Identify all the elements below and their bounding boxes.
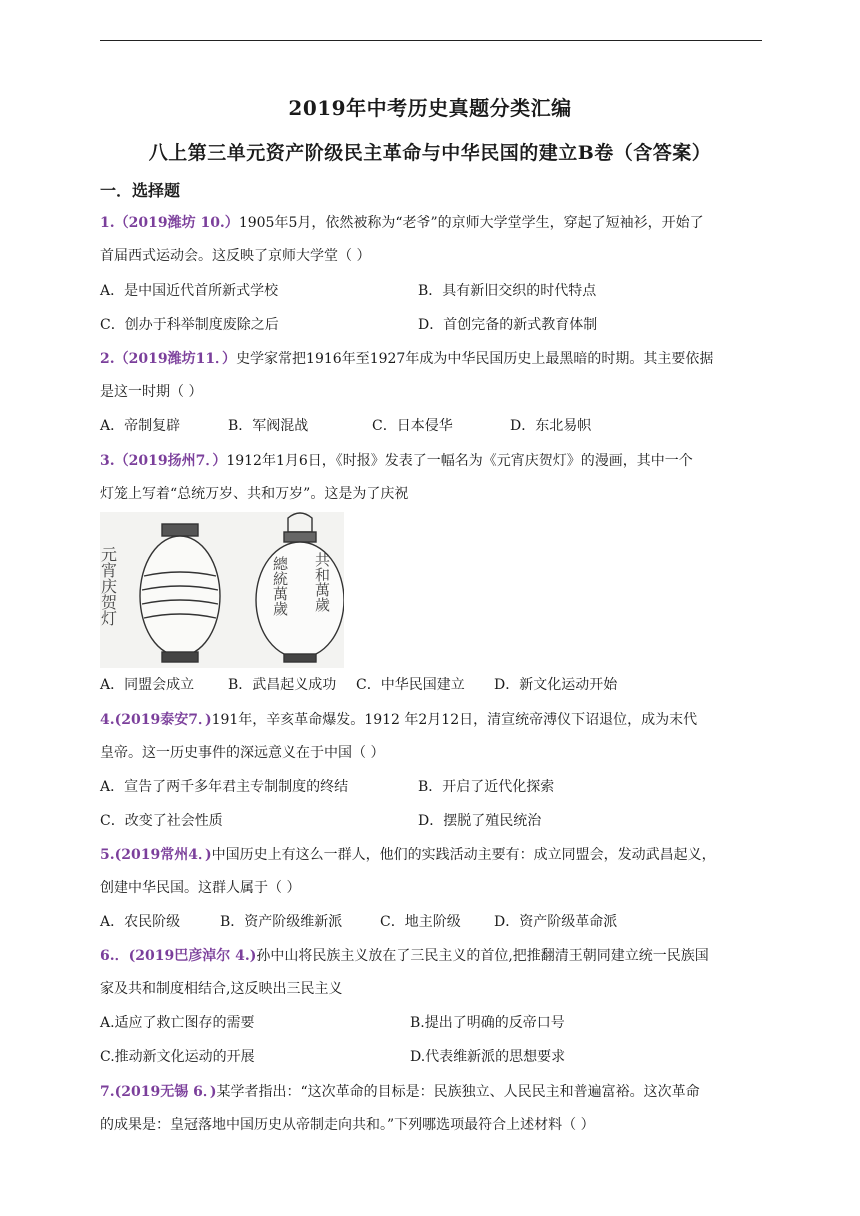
question-2-option-b: B．军阀混战	[228, 418, 309, 434]
question-4-option-a: A．宣告了两千多年君主专制制度的终结	[100, 779, 349, 795]
question-6-option-d: D.代表维新派的思想要求	[410, 1049, 566, 1065]
question-2-option-d: D．东北易帜	[510, 418, 592, 434]
question-3-option-b: B．武昌起义成功	[228, 677, 337, 693]
question-3-line-2: 灯笼上写着“总统万岁、共和万岁”。这是为了庆祝	[100, 486, 409, 502]
question-3-source: 3.（2019扬州7．）	[100, 453, 227, 469]
page-title: 2019年中考历史真题分类汇编	[288, 96, 572, 120]
left-caption-text: 元宵庆贺灯	[100, 546, 118, 626]
question-7-line-2: 的成果是：皇冠落地中国历史从帝制走向共和。”下列哪选项最符合上述材料（ ）	[100, 1117, 595, 1133]
question-2-option-c: C．日本侵华	[372, 418, 453, 434]
question-1-line-2: 首届西式运动会。这反映了京师大学堂（ ）	[100, 248, 371, 264]
question-5-line-2: 创建中华民国。这群人属于（ ）	[100, 880, 301, 896]
question-6-line-1: 6.．(2019巴彦淖尔 4.)孙中山将民族主义放在了三民主义的首位,把推翻清王朝同建立统一民族国	[100, 948, 709, 964]
question-7-line-1: 7.(2019无锡 6．)某学者指出：“这次革命的目标是：民族独立、人民民主和普遍富裕。这次革命	[100, 1084, 700, 1100]
question-2-line-1: 2.（2019潍坊11．）史学家常把1916年至1927年成为中华民国历史上最黑暗的时期。其主要依据	[100, 351, 714, 367]
page-subtitle: 八上第三单元资产阶级民主革命与中华民国的建立B卷（含答案）	[148, 142, 712, 164]
section-heading: 一．选择题	[100, 181, 181, 200]
question-1-option-d: D．首创完备的新式教育体制	[418, 317, 598, 333]
question-5-line-1: 5.(2019常州4．)中国历史上有这么一群人，他们的实践活动主要有：成立同盟会，发动武昌起义，	[100, 847, 716, 863]
question-2-source: 2.（2019潍坊11．）	[100, 351, 237, 367]
question-2-option-a: A．帝制复辟	[100, 418, 181, 434]
question-1-line-1: 1.（2019潍坊 10.）1905年5月，依然被称为“老爷”的京师大学堂学生，穿起了短袖衫，开始了	[100, 215, 704, 231]
lantern-cartoon-drawing	[100, 512, 344, 668]
question-3-option-d: D．新文化运动开始	[494, 677, 618, 693]
question-2-line-2: 是这一时期（ ）	[100, 384, 203, 400]
question-3-option-a: A．同盟会成立	[100, 677, 195, 693]
question-1-option-c: C．创办于科举制度废除之后	[100, 317, 279, 333]
question-6-option-a: A.适应了救亡图存的需要	[100, 1015, 255, 1031]
question-4-source: 4.(2019泰安7．)	[100, 712, 212, 728]
question-1-option-a: A．是中国近代首所新式学校	[100, 283, 279, 299]
question-7-source: 7.(2019无锡 6．)	[100, 1084, 217, 1100]
question-3-line-1: 3.（2019扬州7．）1912年1月6日，《时报》发表了一幅名为《元宵庆贺灯》的漫画，其中一个	[100, 453, 693, 469]
question-6-option-b: B.提出了明确的反帝口号	[410, 1015, 565, 1031]
question-5-option-c: C．地主阶级	[380, 914, 461, 930]
question-4-option-d: D．摆脱了殖民统治	[418, 813, 542, 829]
question-6-option-c: C.推动新文化运动的开展	[100, 1049, 255, 1065]
question-6-line-2: 家及共和制度相结合,这反映出三民主义	[100, 981, 343, 997]
question-5-option-d: D．资产阶级革命派	[494, 914, 618, 930]
question-3-option-c: C．中华民国建立	[356, 677, 465, 693]
question-6-source: 6.．(2019巴彦淖尔 4.)	[100, 948, 257, 964]
question-1-option-b: B．具有新旧交织的时代特点	[418, 283, 597, 299]
question-4-line-2: 皇帝。这一历史事件的深远意义在于中国（ ）	[100, 745, 385, 761]
right-caption-text-a: 共和萬歲	[313, 552, 331, 612]
question-4-option-c: C．改变了社会性质	[100, 813, 223, 829]
lantern-cartoon	[100, 512, 344, 668]
question-5-source: 5.(2019常州4．)	[100, 847, 212, 863]
question-1-source: 1.（2019潍坊 10.）	[100, 215, 239, 231]
header-rule	[100, 40, 762, 41]
question-5-option-b: B．资产阶级维新派	[220, 914, 343, 930]
question-4-line-1: 4.(2019泰安7．)191年，辛亥革命爆发。1912 年2月12日，清宣统帝溥仪下诏退位，成为末代	[100, 712, 698, 728]
question-5-option-a: A．农民阶级	[100, 914, 181, 930]
question-4-option-b: B．开启了近代化探索	[418, 779, 555, 795]
right-caption-text-b: 總統萬歲	[271, 556, 289, 616]
